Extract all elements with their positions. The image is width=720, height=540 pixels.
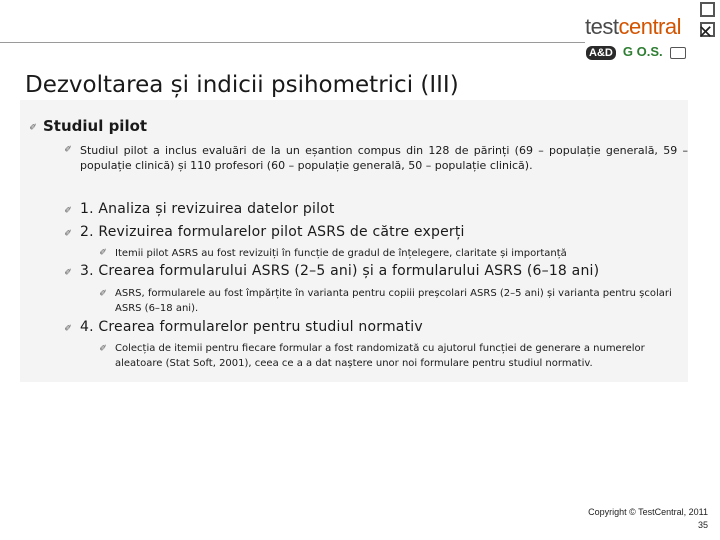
- header-rule: [0, 42, 585, 43]
- bullet-heading: Studiul pilot: [43, 117, 148, 135]
- footer: [588, 506, 708, 532]
- bullet-step-4: 4. Crearea formularelor pentru studiul normativ: [80, 319, 423, 335]
- testcentral-logo: testcentral: [585, 14, 682, 39]
- bullet-icon: [29, 124, 37, 132]
- bullet-step-3: 3. Crearea formularului ASRS (2–5 ani) și a formularului ASRS (6–18 ani): [80, 263, 600, 279]
- partner-logos: [586, 44, 686, 59]
- bullet-icon: [64, 230, 72, 238]
- bullet-icon: [64, 146, 72, 154]
- bullet-icon: [99, 249, 107, 257]
- bullet-icon: [64, 325, 72, 333]
- bullet-step-2: 2. Revizuirea formularelor pilot ASRS de către experți: [80, 224, 465, 240]
- bullet-icon: [64, 207, 72, 215]
- slide-title: Dezvoltarea și indicii psihometrici (III): [25, 72, 459, 98]
- bullet-paragraph: Studiul pilot a inclus evaluări de la un eșantion compus din 128 de părinți (69 – populație generală, 59 – populație clinică) și 110 profesori (60 – populație generală, 50 – populație clinică).: [80, 144, 688, 172]
- bullet-step-1: 1. Analiza și revizuirea datelor pilot: [80, 201, 335, 217]
- bullet-icon: [99, 290, 107, 298]
- book-icon: [670, 47, 686, 59]
- page-number: 35: [697, 520, 708, 530]
- logo-x-icon: ✕: [698, 22, 714, 43]
- bullet-step-3-detail: ASRS, formularele au fost împărțite în varianta pentru copiii preșcolari ASRS (2–5 ani) și varianta pentru școlari ASRS (6–18 ani).: [115, 288, 672, 314]
- partner-logo-1: A&D: [586, 46, 616, 60]
- partner-logo-2: G O.S.: [622, 44, 663, 59]
- bullet-icon: [99, 345, 107, 353]
- bullet-step-4-detail: Colecția de itemii pentru fiecare formular a fost randomizată cu ajutorul funcției de generare a numerelor aleatoare (Stat Soft, 2001), ceea ce a a dat naștere unor noi formulare pentru studiul normativ.: [115, 343, 645, 369]
- bullet-icon: [64, 269, 72, 277]
- copyright-text: Copyright © TestCentral, 2011: [588, 507, 708, 517]
- bullet-step-2-detail: Itemii pilot ASRS au fost revizuiți în funcție de gradul de înțelegere, claritate și importanță: [115, 248, 567, 259]
